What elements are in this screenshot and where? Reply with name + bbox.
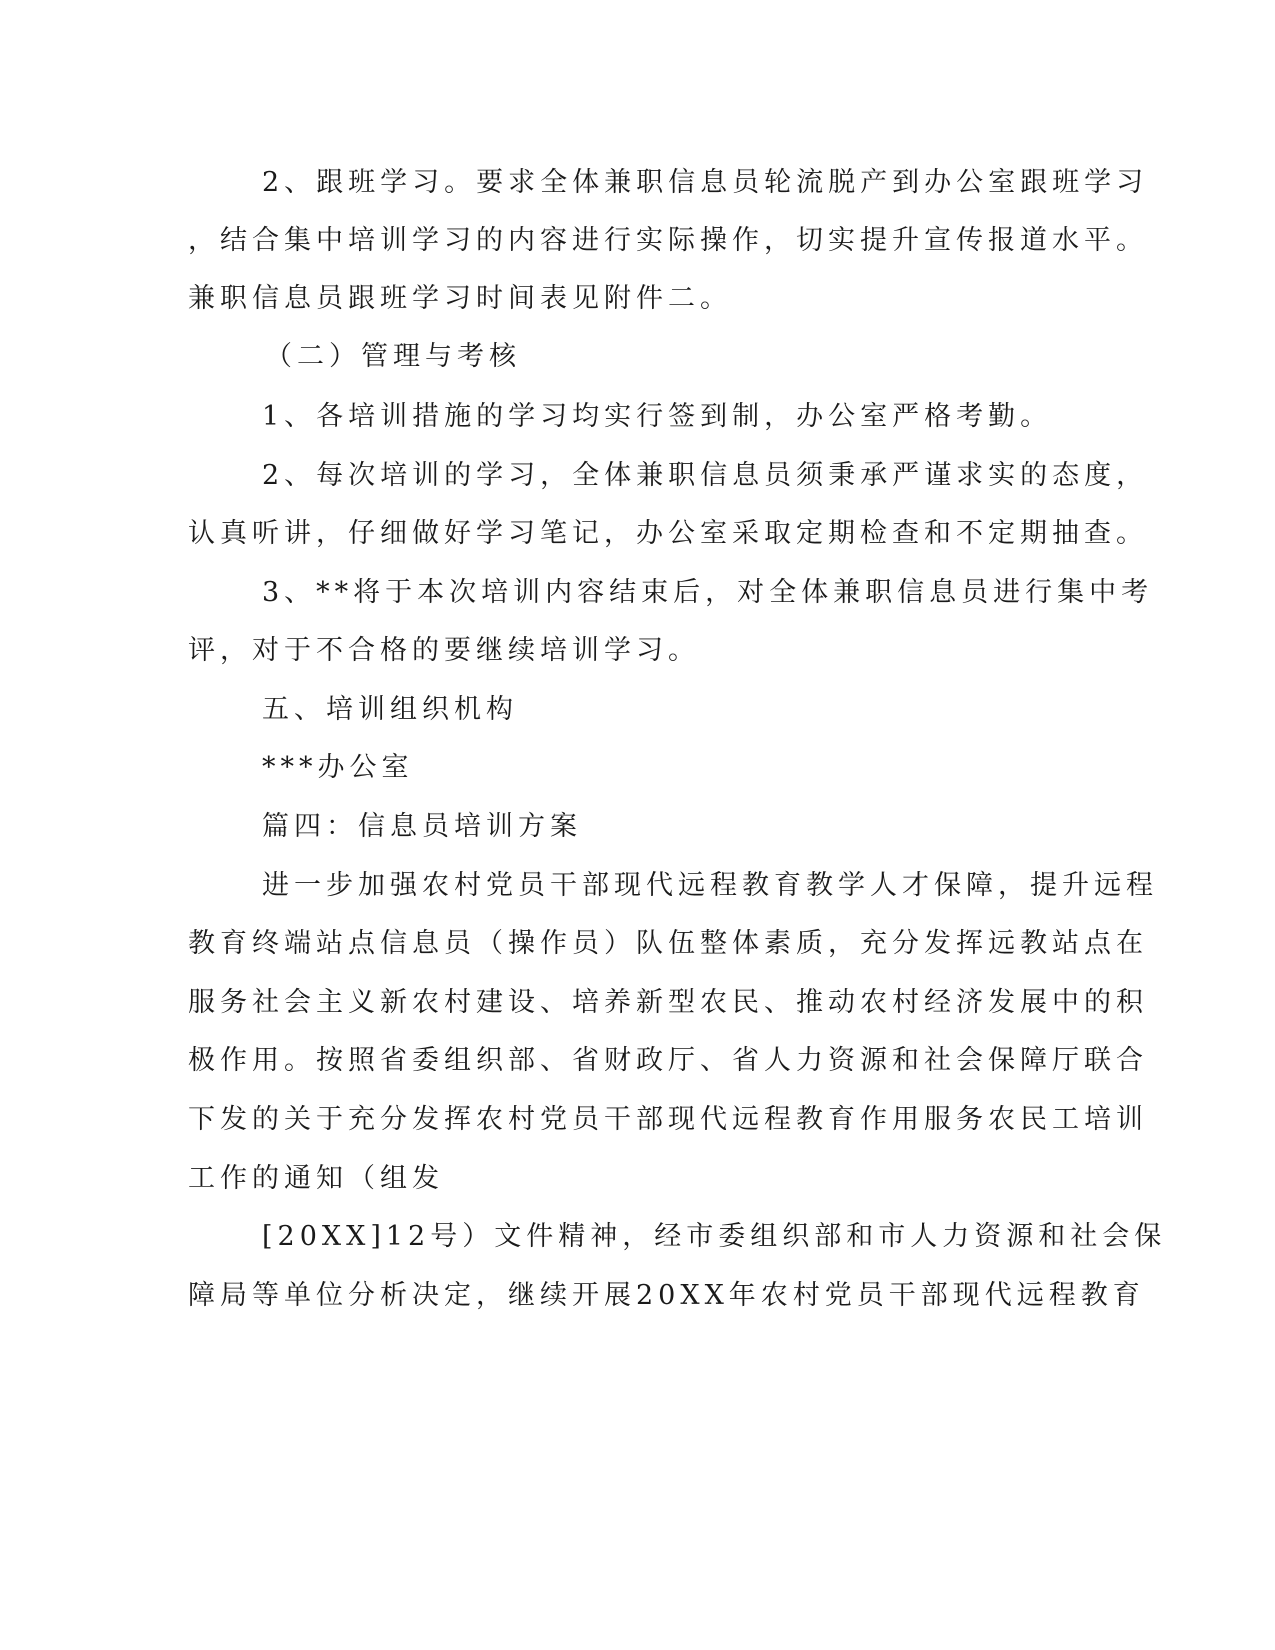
paragraph-line-9: 评，对于不合格的要继续培训学习。 <box>188 635 700 666</box>
paragraph-line-18: 工作的通知（组发 <box>188 1163 444 1194</box>
paragraph-line-15: 服务社会主义新农村建设、培养新型农民、推动农村经济发展中的积 <box>188 987 1148 1018</box>
paragraph-line-17: 下发的关于充分发挥农村党员干部现代远程教育作用服务农民工培训 <box>188 1104 1148 1135</box>
paragraph-line-6: 2、每次培训的学习，全体兼职信息员须秉承严谨求实的态度， <box>262 460 1149 491</box>
paragraph-line-1: 2、跟班学习。要求全体兼职信息员轮流脱产到办公室跟班学习 <box>262 167 1149 198</box>
paragraph-line-3: 兼职信息员跟班学习时间表见附件二。 <box>188 283 732 314</box>
paragraph-line-13: 进一步加强农村党员干部现代远程教育教学人才保障，提升远程 <box>262 870 1158 901</box>
section-heading-management: （二）管理与考核 <box>265 341 521 372</box>
paragraph-line-7: 认真听讲，仔细做好学习笔记，办公室采取定期检查和不定期抽查。 <box>188 518 1148 549</box>
paragraph-line-16: 极作用。按照省委组织部、省财政厅、省人力资源和社会保障厅联合 <box>188 1045 1148 1076</box>
paragraph-line-8: 3、**将于本次培训内容结束后，对全体兼职信息员进行集中考 <box>262 577 1154 608</box>
paragraph-line-5: 1、各培训措施的学习均实行签到制，办公室严格考勤。 <box>262 401 1053 432</box>
paragraph-line-19: [20XX]12号）文件精神，经市委组织部和市人力资源和社会保 <box>262 1221 1167 1252</box>
organization-name: ***办公室 <box>262 752 414 783</box>
chapter-heading: 篇四：信息员培训方案 <box>262 811 582 842</box>
paragraph-line-14: 教育终端站点信息员（操作员）队伍整体素质，充分发挥远教站点在 <box>188 928 1148 959</box>
paragraph-line-20: 障局等单位分析决定，继续开展20XX年农村党员干部现代远程教育 <box>188 1280 1145 1311</box>
paragraph-line-2: ，结合集中培训学习的内容进行实际操作，切实提升宣传报道水平。 <box>188 225 1148 256</box>
section-heading-organization: 五、培训组织机构 <box>262 694 518 725</box>
